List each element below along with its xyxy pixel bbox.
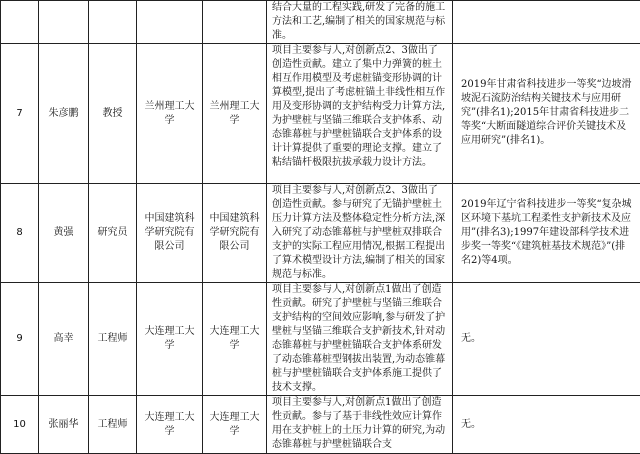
- unit-cell: 大连理工大学: [203, 396, 267, 454]
- workplace-cell: 兰州理工大学: [137, 44, 203, 184]
- awards-cell: 无。: [453, 396, 640, 454]
- title-cell: 工程师: [89, 283, 137, 396]
- table-row: [1, 283, 640, 396]
- unit-cell: 大连理工大学: [203, 283, 267, 396]
- title-cell: 工程师: [89, 396, 137, 454]
- row-number-cell: [1, 1, 39, 44]
- unit-cell: 中国建筑科学研究院有限公司: [203, 184, 267, 283]
- name-cell: 黄强: [39, 184, 89, 283]
- title-cell: 教授: [89, 44, 137, 184]
- awards-cell: [453, 1, 640, 44]
- contribution-cell: 项目主要参与人,对创新点1做出了创造性贡献。研究了护壁桩与坚锚三维联合支护结构的空间效应影响,参与研发了护壁桩与坚锚三维联合支护新技术,针对动态锥幕桩与护壁桩锚联合支护体系研发了动态锥幕桩型钢拔出装置,为动态锥幕桩与护壁桩锚联合支护体系施工提供了技术支撑。: [267, 283, 453, 396]
- name-cell: 高幸: [39, 283, 89, 396]
- row-number-cell: 7: [1, 44, 39, 184]
- row-number-cell: 8: [1, 184, 39, 283]
- contribution-cell: 项目主要参与人,对创新点2、3做出了创造性贡献。建立了集中力弹簧的桩土相互作用模型及考虑桩锚变形协调的计算模型,提出了考虑桩锚土非线性相互作用及变形协调的支护结构受力计算方法,为护壁桩与坚锚三维联合支护体系、动态锥幕桩与护壁桩锚联合支护体系的设计计算提供了重要的理论支撑。建立了粘结锚杆极限抗拔承载力设计方法。: [267, 44, 453, 184]
- workplace-cell: 中国建筑科学研究院有限公司: [137, 184, 203, 283]
- awards-cell: 2019年甘肃省科技进步一等奖“边坡滑坡泥石流防治结构关键技术与应用研究”(排名1);2015年甘肃省科技进步二等奖“大断面隧道综合评价关键技术及应用研究”(排名1)。: [453, 44, 640, 184]
- name-cell: 朱彦鹏: [39, 44, 89, 184]
- title-cell: [89, 1, 137, 44]
- table-row: [1, 396, 640, 454]
- awards-cell: 2019年辽宁省科技进步一等奖“复杂城区环境下基坑工程柔性支护新技术及应用”(排名3);1997年建设部科学技术进步奖一等奖“《建筑桩基技术规范》”(排名2)等4项。: [453, 184, 640, 283]
- workplace-cell: [137, 1, 203, 44]
- contribution-cell: 项目主要参与人,对创新点2、3做出了创造性贡献。参与研究了无锚护壁桩土压力计算方法及整体稳定性分析方法,深入研究了动态锥幕桩与护壁桩双排联合支护的实际工程应用情况,根据工程提出了算术模型设计方法,编制了相关的国家规范与标准。: [267, 184, 453, 283]
- contribution-cell: 项目主要参与人,对创新点1做出了创造性贡献。参与了基于非线性效应计算作用在支护桩上的土压力计算的研究,为动态锥幕桩与护壁桩锚联合支: [267, 396, 453, 454]
- unit-cell: 兰州理工大学: [203, 44, 267, 184]
- workplace-cell: 大连理工大学: [137, 283, 203, 396]
- unit-cell: [203, 1, 267, 44]
- workplace-cell: 大连理工大学: [137, 396, 203, 454]
- table-row: [1, 44, 640, 184]
- contribution-cell: 结合大量的工程实践,研发了完备的施工方法和工艺,编制了相关的国家规范与标准。: [267, 1, 453, 44]
- awards-cell: 无。: [453, 283, 640, 396]
- row-number-cell: 10: [1, 396, 39, 454]
- table-row: [1, 1, 640, 44]
- table-row: [1, 184, 640, 283]
- name-cell: 张丽华: [39, 396, 89, 454]
- name-cell: [39, 1, 89, 44]
- title-cell: 研究员: [89, 184, 137, 283]
- row-number-cell: 9: [1, 283, 39, 396]
